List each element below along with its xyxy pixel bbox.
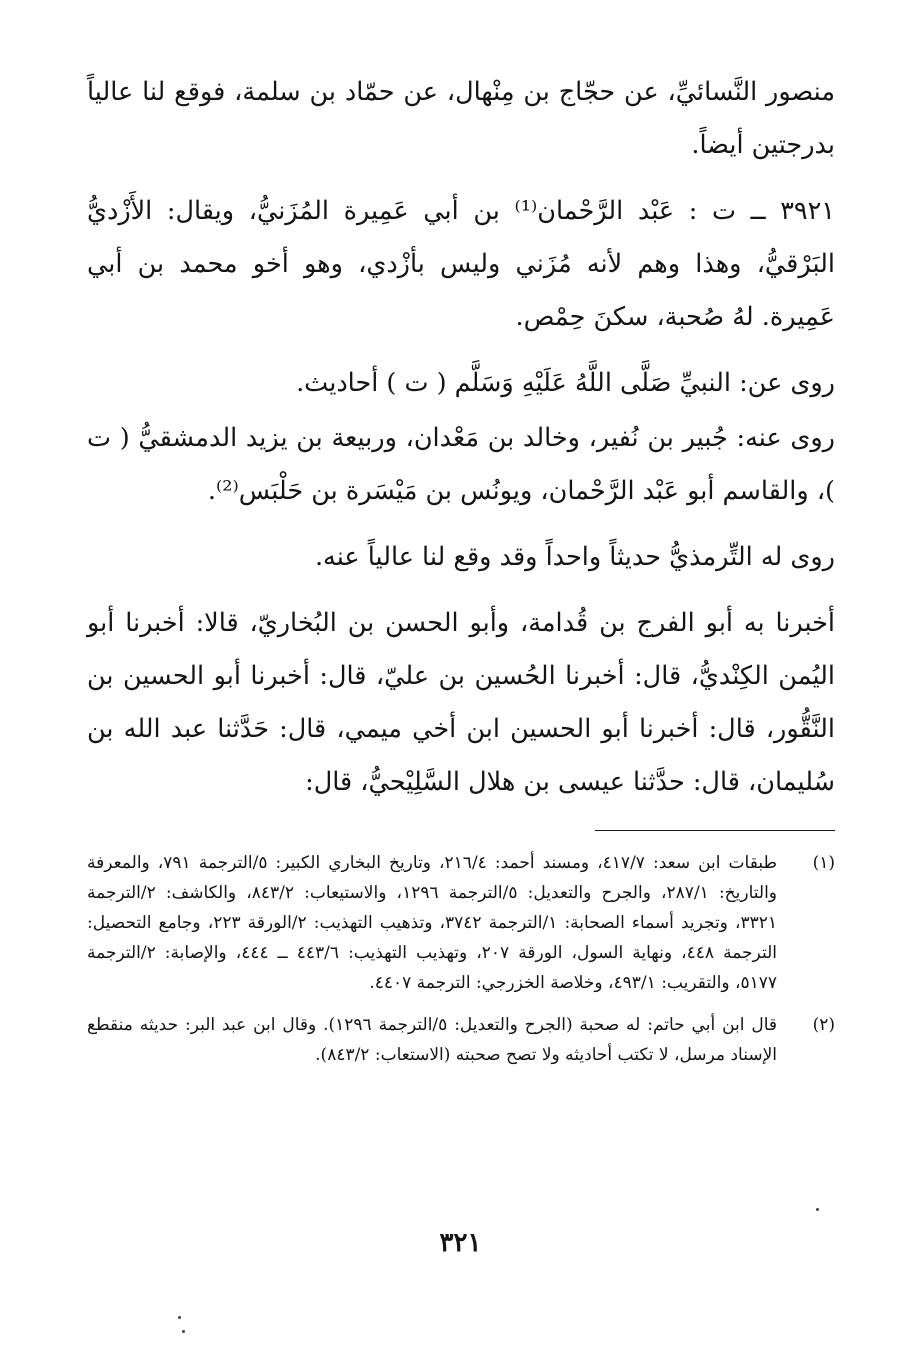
paragraph-narrated-from: روى عن: النبيِّ صَلَّى اللَّهُ عَلَيْهِ وَسَلَّم ( ت ) أحاديث. <box>296 368 835 398</box>
footnotes-section <box>87 848 835 1082</box>
paragraph-tirmidhi: روى له التِّرمذيُّ حديثاً واحداً وقد وقع لنا عالياً عنه. <box>314 542 835 572</box>
scan-speck <box>178 1316 181 1319</box>
footnote-item <box>87 1010 835 1070</box>
page-number: ٣٢١ <box>439 1228 482 1258</box>
main-text-body <box>87 66 835 809</box>
footnote-text: طبقات ابن سعد: ٤١٧/٧، ومسند أحمد: ٢١٦/٤، وتاريخ البخاري الكبير: ٥/الترجمة ٧٩١، والمعرفة والتاريخ: ٢٨٧/١، والجرح والتعديل: ٥/الترجمة ١٢٩٦، والاستيعاب: ٨٤٣/٢، والكاشف: ٢/الترجمة ٣٣٢١، وتجريد أسماء الصحابة: ١/الترجمة ٣٧٤٢، وتذهيب التهذيب: ٢/الورقة ٢٢٣، وجامع التحصيل: الترجمة ٤٤٨، ونهاية السول، الورقة ٢٠٧، وتهذيب التهذيب: ٤٤٣/٦ ــ ٤٤٤، والإصابة: ٢/الترجمة ٥١٧٧، والتقريب: ٤٩٣/١، وخلاصة الخزرجي: الترجمة ٤٤٠٧. <box>87 853 778 993</box>
paragraph-narrated-by: روى عنه: جُبير بن نُفير، وخالد بن مَعْدان، وربيعة بن يزيد الدمشقيُّ ( ت )، والقاسم أبو عَبْد الرَّحْمان، ويونُس بن مَيْسَرة بن حَلْبَس⁽²⁾. <box>87 423 835 506</box>
footnote-item <box>87 848 835 998</box>
footnote-number: (١) <box>812 853 835 873</box>
paragraph-continuation: منصور النَّسائيِّ، عن حجّاج بن مِنْهال، عن حمّاد بن سلمة، فوقع لنا عالياً بدرجتين أيضاً. <box>87 77 835 160</box>
footnote-text: قال ابن أبي حاتم: له صحبة (الجرح والتعديل: ٥/الترجمة ١٢٩٦). وقال ابن عبد البر: حديثه منقطع الإسناد مرسل، لا تكتب أحاديثه ولا تصح صحبته (الاستعاب: ٨٤٣/٢). <box>87 1015 777 1065</box>
paragraph-biography-entry: ٣٩٢١ ــ ت : عَبْد الرَّحْمان⁽¹⁾ بن أبي عَمِيرة المُزَنيُّ، ويقال: الأَزْديُّ البَرْقيُّ، وهذا وهم لأنه مُزَني وليس بأزْدي، وهو أخو محمد بن أبي عَمِيرة. لهُ صُحبة، سكنَ حِمْص. <box>87 196 835 332</box>
footnote-separator <box>595 830 835 831</box>
scan-speck <box>182 1330 185 1333</box>
scan-speck <box>816 1208 819 1211</box>
footnote-number: (٢) <box>812 1015 835 1035</box>
paragraph-isnad-chain: أخبرنا به أبو الفرج بن قُدامة، وأبو الحسن بن البُخاريّ، قالا: أخبرنا أبو اليُمن الكِنْديُّ، قال: أخبرنا الحُسين بن عليّ، قال: أخبرنا أبو الحسين بن النَّقُّور، قال: أخبرنا أبو الحسين ابن أخي ميمي، قال: حَدَّثنا عبد الله بن سُليمان، قال: حدَّثنا عيسى بن هلال السَّلِيْحيُّ، قال: <box>87 608 835 797</box>
